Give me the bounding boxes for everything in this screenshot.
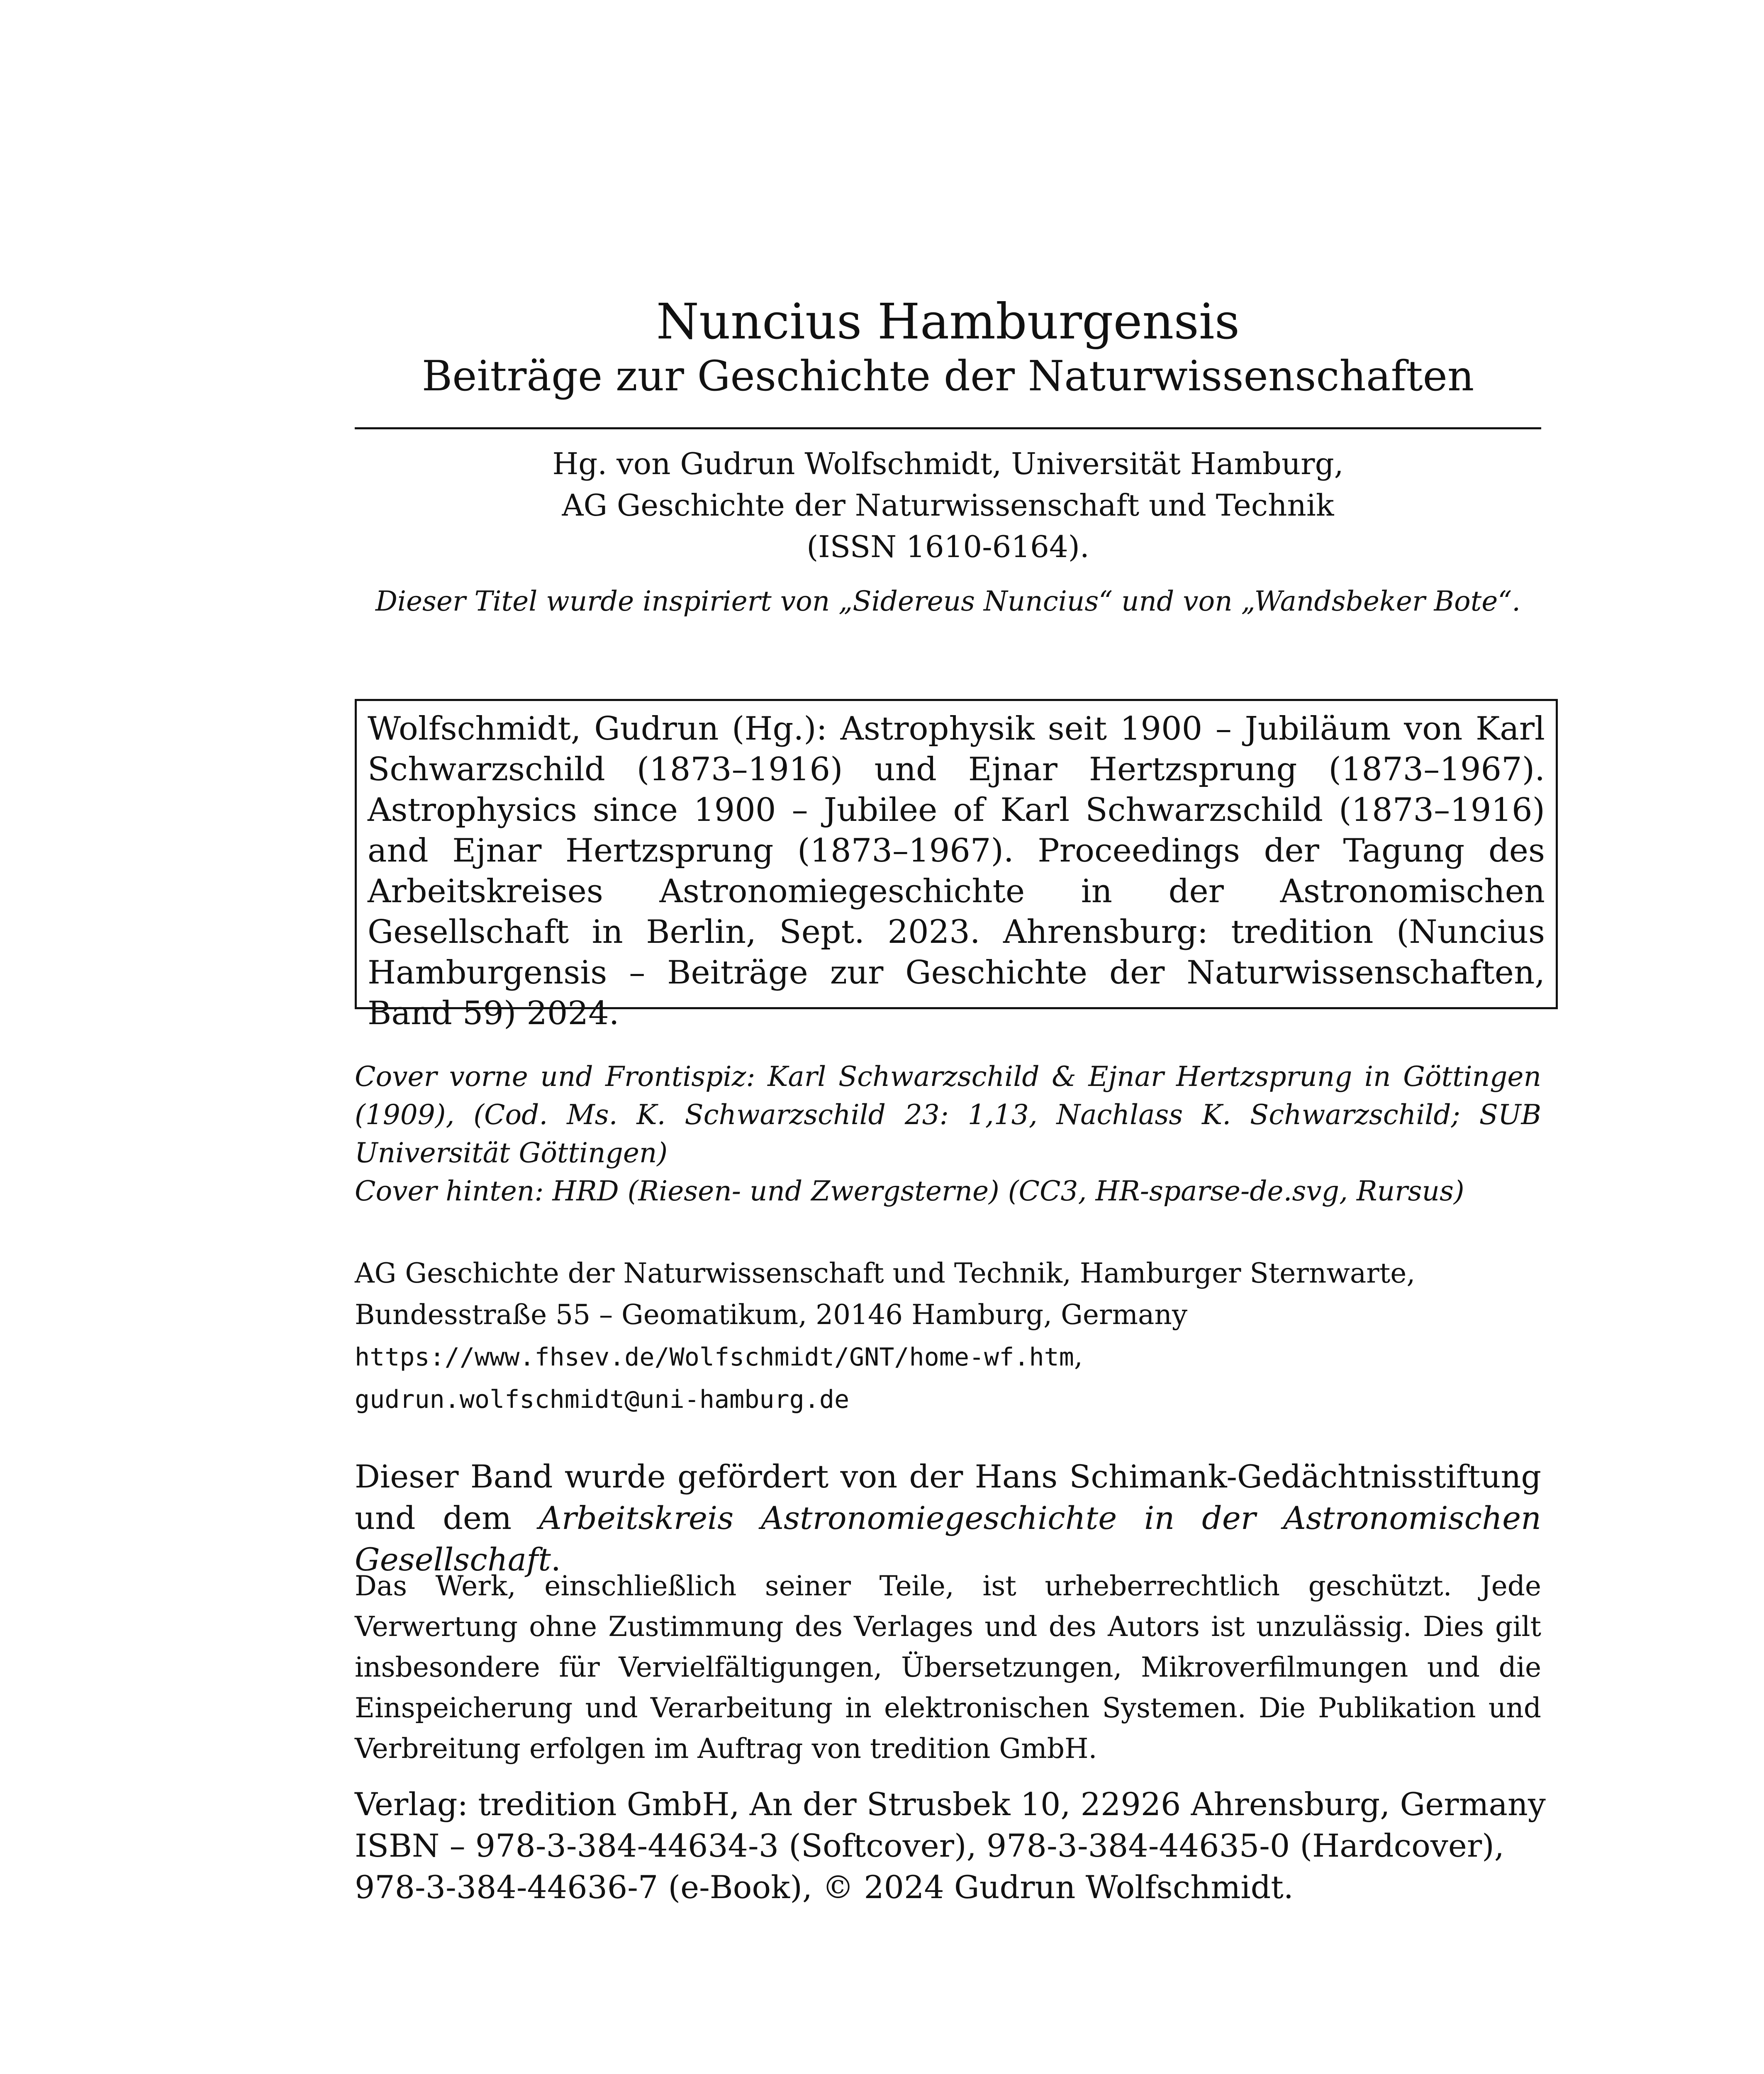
copyright-notice: Das Werk, einschließlich seiner Teile, ist urheberrechtlich geschützt. Jede Verwertung ohne Zustimmung des Verlages und des Autors ist unzulässig. Dies gilt insbesondere für Vervielfältigungen, Übersetzungen, Mikroverfilmungen und die Einspeicherung und Verarbeitung in elektronischen Systemen. Die Publikation und Verbreitung erfolgen im Auftrag von tredition GmbH. bbox=[355, 1570, 1541, 1765]
isbn-line-1: ISBN – 978-3-384-44634-3 (Softcover), 978-3-384-44635-0 (Hardcover), bbox=[355, 1827, 1504, 1864]
cover-back-note: Cover hinten: HRD (Riesen- und Zwergsterne) (CC3, HR-sparse-de.svg, Rursus) bbox=[355, 1175, 1464, 1207]
series-subtitle: Beiträge zur Geschichte der Naturwissenschaften bbox=[422, 352, 1474, 400]
email-link[interactable]: gudrun.wolfschmidt@uni-hamburg.de bbox=[355, 1385, 850, 1414]
inspired-note: Dieser Titel wurde inspiriert von „Sidereus Nuncius“ und von „Wandsbeker Bote“. bbox=[375, 585, 1521, 617]
email-line bbox=[355, 1378, 1541, 1420]
funding-prefix: Dieser Band wurde gefördert von der Hans Schimank-Gedächtnisstiftung und dem bbox=[355, 1458, 1541, 1536]
website-comma: , bbox=[1074, 1340, 1083, 1372]
citation-box: Wolfschmidt, Gudrun (Hg.): Astrophysik seit 1900 – Jubiläum von Karl Schwarzschild (1873–1916) und Ejnar Hertzsprung (1873–1967). Astrophysics since 1900 – Jubilee of Karl Schwarzschild (1873–1916) and Ejnar Hertzsprung (1873–1967). Proceedings der Tagung des Arbeitskreises Astronomiegeschichte in der Astronomischen Gesellschaft in Berlin, Sept. 2023. Ahrensburg: tredition (Nuncius Hamburgensis – Beiträge zur Geschichte der Naturwissenschaften, Band 59) 2024. bbox=[355, 699, 1558, 1009]
editor-line-1: Hg. von Gudrun Wolfschmidt, Universität Hamburg, bbox=[552, 446, 1344, 481]
editor-line-3: (ISSN 1610-6164). bbox=[806, 529, 1089, 564]
cover-front-note: Cover vorne und Frontispiz: Karl Schwarzschild & Ejnar Hertzsprung in Göttingen (1909), (Cod. Ms. K. Schwarzschild 23: 1,13, Nachlass K. Schwarzschild; SUB Universität Göttingen) bbox=[355, 1061, 1541, 1169]
series-header bbox=[355, 292, 1541, 402]
funding-note bbox=[355, 1456, 1541, 1580]
editor-line-2: AG Geschichte der Naturwissenschaft und Technik bbox=[562, 488, 1334, 523]
address-block bbox=[355, 1253, 1541, 1420]
isbn-line-2: 978-3-384-44636-7 (e-Book), © 2024 Gudrun Wolfschmidt. bbox=[355, 1869, 1294, 1906]
funding-suffix: . bbox=[551, 1541, 561, 1578]
website-link[interactable]: https://www.fhsev.de/Wolfschmidt/GNT/home-wf.htm bbox=[355, 1343, 1074, 1372]
publisher-info bbox=[355, 1784, 1546, 1908]
funding-organization: Arbeitskreis Astronomiegeschichte in der Astronomischen Gesellschaft bbox=[355, 1500, 1541, 1578]
address-line-2: Bundesstraße 55 – Geomatikum, 20146 Hamburg, Germany bbox=[355, 1299, 1188, 1331]
editor-info bbox=[355, 443, 1541, 567]
series-title: Nuncius Hamburgensis bbox=[656, 293, 1240, 350]
address-line-1: AG Geschichte der Naturwissenschaft und Technik, Hamburger Sternwarte, bbox=[355, 1257, 1416, 1289]
header-divider bbox=[355, 427, 1541, 429]
cover-notes bbox=[355, 1058, 1541, 1210]
website-line bbox=[355, 1336, 1541, 1378]
publisher-line-1: Verlag: tredition GmbH, An der Strusbek 10, 22926 Ahrensburg, Germany bbox=[355, 1786, 1546, 1823]
